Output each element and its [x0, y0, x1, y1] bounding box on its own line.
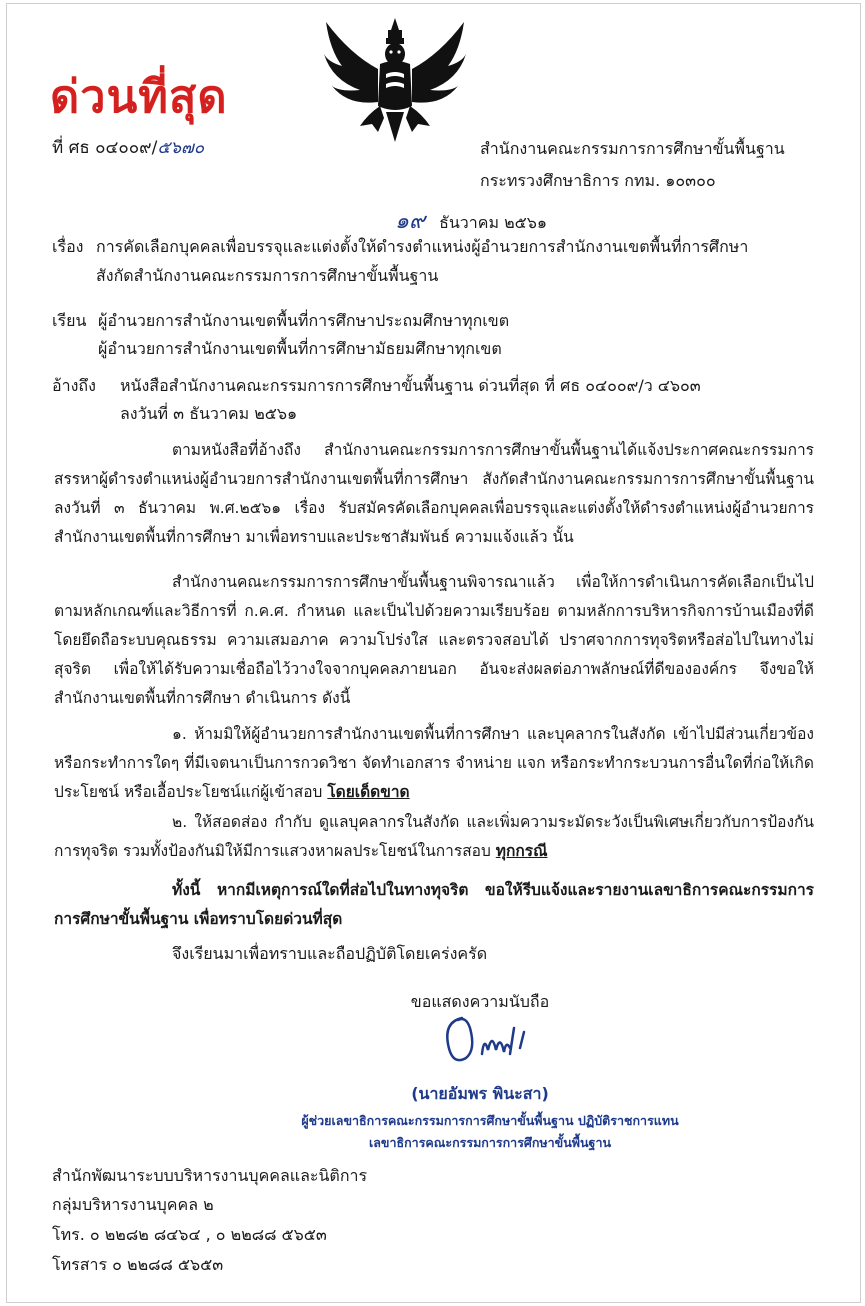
footer-office: สำนักพัฒนาระบบบริหารงานบุคคลและนิติการ — [52, 1166, 368, 1185]
body-paragraph-2: สำนักงานคณะกรรมการการศึกษาขั้นพื้นฐานพิจารณาแล้ว เพื่อให้การดำเนินการคัดเลือกเป็นไปตามหลักเกณฑ์และวิธีการที่ ก.ค.ศ. กำหนด และเป็นไปด้วยความเรียบร้อย ตามหลักการบริหารกิจการบ้านเมืองที่ดี โดยยึดถือระบบคุณธรรม ความเสมอภาค ความโปร่งใส และตรวจสอบได้ ปราศจากการทุจริตหรือส่อไปในทางไม่สุจริต เพื่อให้ได้รับความเชื่อถือไว้วางใจจากบุคคลภายนอก อันจะส่งผลต่อภาพลักษณ์ที่ดีขององค์กร จึงขอให้สำนักงานเขตพื้นที่การศึกษา ดำเนินการ ดังนี้ — [54, 573, 814, 707]
subject-label: เรื่อง — [52, 237, 84, 256]
document-number — [52, 134, 204, 161]
reference-label: อ้างถึง — [52, 376, 96, 395]
reference-line-2: ลงวันที่ ๓ ธันวาคม ๒๕๖๑ — [120, 404, 298, 423]
signer-name: (นายอัมพร พินะสา) — [411, 1084, 549, 1103]
garuda-emblem — [320, 14, 470, 144]
date-day-handwritten: ๑๙ — [395, 209, 426, 234]
body-paragraph-1: ตามหนังสือที่อ้างถึง สำนักงานคณะกรรมการการศึกษาขั้นพื้นฐานได้แจ้งประกาศคณะกรรมการสรรหาผู้ดำรงตำแหน่งผู้อำนวยการสำนักงานเขตพื้นที่การศึกษา สังกัดสำนักงานคณะกรรมการการศึกษาขั้นพื้นฐาน ลงวันที่ ๓ ธันวาคม พ.ศ.๒๕๖๑ เรื่อง รับสมัครคัดเลือกบุคคลเพื่อบรรจุและแต่งตั้งให้ดำรงตำแหน่งผู้อำนวยการสำนักงานเขตพื้นที่การศึกษา มาเพื่อทราบและประชาสัมพันธ์ ความแจ้งแล้ว นั้น — [54, 441, 814, 546]
instruction-item-1-emphasis: โดยเด็ดขาด — [327, 783, 410, 801]
recipient-line-2: ผู้อำนวยการสำนักงานเขตพื้นที่การศึกษามัธยมศึกษาทุกเขต — [98, 339, 502, 358]
reference-line-1: หนังสือสำนักงานคณะกรรมการการศึกษาขั้นพื้นฐาน ด่วนที่สุด ที่ ศธ ๐๔๐๐๙/ว ๔๖๐๓ — [120, 376, 701, 395]
footer-telephone: โทร. ๐ ๒๒๘๒ ๘๔๖๔ , ๐ ๒๒๘๘ ๕๖๕๓ — [52, 1225, 327, 1244]
issuing-office: สำนักงานคณะกรรมการการศึกษาขั้นพื้นฐาน — [480, 139, 785, 158]
instruction-item-2-emphasis: ทุกกรณี — [495, 842, 548, 860]
body-paragraph-3: ทั้งนี้ หากมีเหตุการณ์ใดที่ส่อไปในทางทุจริต ขอให้รีบแจ้งและรายงานเลขาธิการคณะกรรมการการศึกษาขั้นพื้นฐาน เพื่อทราบโดยด่วนที่สุด — [54, 881, 814, 928]
recipient-label: เรียน — [52, 311, 87, 330]
issuing-ministry-address: กระทรวงศึกษาธิการ กทม. ๑๐๓๐๐ — [480, 171, 716, 190]
instruction-item-2-text: ๒. ให้สอดส่อง กำกับ ดูแลบุคลากรในสังกัด และเพิ่มความระมัดระวังเป็นพิเศษเกี่ยวกับการป้องกันการทุจริต รวมทั้งป้องกันมิให้มีการแสวงหาผลประโยชน์ในการสอบ — [54, 813, 814, 860]
recipient-line-1: ผู้อำนวยการสำนักงานเขตพื้นที่การศึกษาประถมศึกษาทุกเขต — [98, 311, 510, 330]
instruction-item-2 — [54, 808, 814, 866]
signer-title-line-1: ผู้ช่วยเลขาธิการคณะกรรมการการศึกษาขั้นพื้นฐาน ปฏิบัติราชการแทน — [301, 1113, 679, 1128]
instruction-item-1 — [54, 720, 814, 807]
date-month-year: ธันวาคม ๒๕๖๑ — [439, 213, 548, 232]
handwritten-signature — [440, 1010, 550, 1070]
instruction-item-1-text: ๑. ห้ามมิให้ผู้อำนวยการสำนักงานเขตพื้นที่การศึกษา และบุคลากรในสังกัด เข้าไปมีส่วนเกี่ยวข้องหรือกระทำการใดๆ ที่มีเจตนาเป็นการกวดวิชา จัดทำเอกสาร จำหน่าย แจก หรือกระทำกระบวนการอื่นใดที่ก่อให้เกิดประโยชน์ หรือเอื้อประโยชน์แก่ผู้เข้าสอบ — [54, 725, 814, 801]
footer-fax: โทรสาร ๐ ๒๒๘๘ ๕๖๕๓ — [52, 1255, 224, 1274]
letter-date — [395, 203, 547, 238]
closing-sentence: จึงเรียนมาเพื่อทราบและถือปฏิบัติโดยเคร่งครัด — [172, 944, 488, 963]
subject-line-1: การคัดเลือกบุคคลเพื่อบรรจุและแต่งตั้งให้ดำรงตำแหน่งผู้อำนวยการสำนักงานเขตพื้นที่การศึกษา — [96, 237, 749, 256]
subject-line-2: สังกัดสำนักงานคณะกรรมการการศึกษาขั้นพื้นฐาน — [96, 266, 439, 285]
footer-group: กลุ่มบริหารงานบุคคล ๒ — [52, 1195, 214, 1214]
salutation: ขอแสดงความนับถือ — [410, 992, 550, 1011]
signer-title-line-2: เลขาธิการคณะกรรมการการศึกษาขั้นพื้นฐาน — [368, 1135, 612, 1150]
document-number-prefix: ที่ ศธ ๐๔๐๐๙/ — [52, 138, 158, 158]
document-number-handwritten: ๕๖๗๐ — [157, 138, 205, 158]
urgency-stamp: ด่วนที่สุด — [50, 70, 228, 123]
